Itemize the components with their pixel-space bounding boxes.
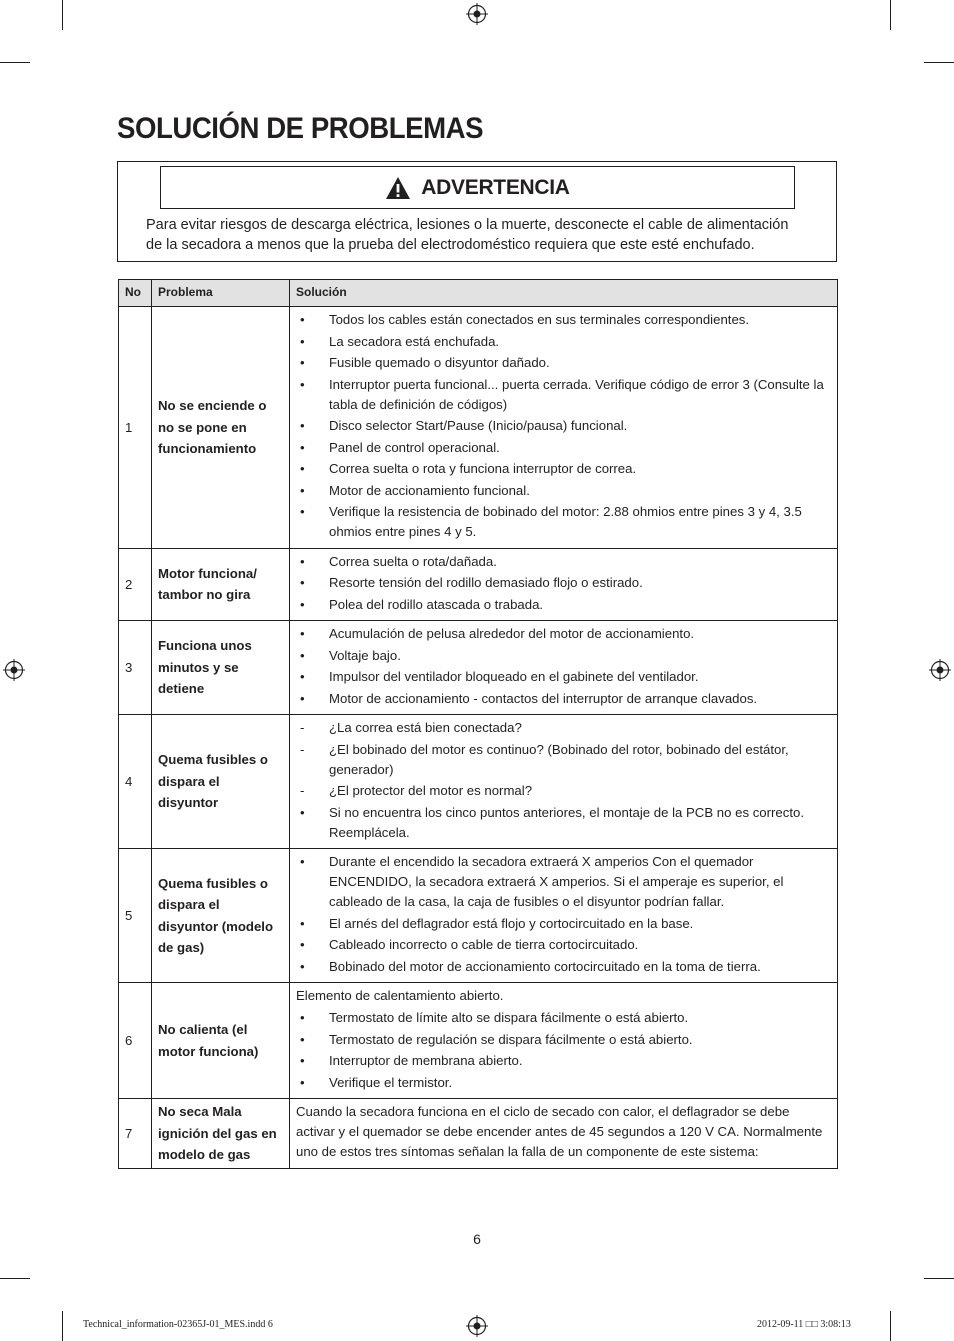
list-item (296, 1073, 831, 1095)
list-item-text: Cableado incorrecto o cable de tierra cortocircuitado. (329, 937, 639, 952)
list-item (296, 310, 831, 332)
list-item (296, 595, 831, 617)
list-item (296, 438, 831, 460)
warning-text-line: Para evitar riesgos de descarga eléctrica, lesiones o la muerte, desconecte el cable de alimentación (146, 217, 789, 233)
list-item-text: ¿La correa está bien conectada? (329, 720, 522, 735)
list-item-text: Interruptor puerta funcional... puerta cerrada. Verifique código de error 3 (Consulte la tabla de definición de códigos) (329, 376, 824, 412)
list-item (296, 1008, 831, 1030)
footer-file-info: Technical_information-02365J-01_MES.indd 6 (83, 1319, 273, 1330)
bullet-marker: - (300, 720, 305, 735)
table-header-row (119, 280, 838, 307)
problem-cell: No seca Mala ignición del gas en modelo de gas (152, 1099, 290, 1169)
list-item (296, 459, 831, 481)
bullet-marker: • (300, 333, 305, 349)
registration-mark-icon (466, 3, 488, 25)
list-item (296, 957, 831, 979)
table-row (119, 621, 838, 715)
registration-mark-icon (3, 659, 25, 681)
list-item (296, 502, 831, 544)
bullet-marker: • (300, 669, 305, 684)
bullet-marker: • (300, 482, 305, 498)
list-item-text: Durante el encendido la secadora extraerá X amperios Con el quemador ENCENDIDO, la secadora extraerá X amperios. Si el amperaje es superior, el cableado de la casa, la caja de fusibles o el disyuntor podrían fallar. (329, 854, 784, 909)
bullet-marker: • (300, 376, 305, 392)
bullet-marker: • (300, 553, 305, 569)
bullet-marker: • (300, 1031, 305, 1047)
list-item (296, 481, 831, 503)
list-item-text: Motor de accionamiento - contactos del interruptor de arranque clavados. (329, 690, 758, 706)
problem-cell: No calienta (el motor funciona) (152, 983, 290, 1099)
bullet-marker: • (300, 1010, 305, 1025)
bullet-marker: • (300, 1074, 305, 1090)
solution-list (296, 310, 831, 544)
list-item-text: Voltaje bajo. (329, 647, 401, 663)
bullet-marker: • (300, 504, 305, 519)
table-row (119, 715, 838, 849)
solution-list (296, 624, 831, 710)
list-item (296, 740, 831, 782)
column-header-solution: Solución (290, 280, 838, 307)
crop-mark (890, 0, 891, 30)
bullet-marker: - (300, 783, 305, 798)
crop-mark (62, 1311, 63, 1341)
list-item-text: El arnés del deflagrador está flojo y cortocircuitado en la base. (329, 915, 694, 931)
table-row (119, 1099, 838, 1169)
list-item-text: Todos los cables están conectados en sus terminales correspondientes. (329, 312, 750, 327)
warning-text-line: de la secadora a menos que la prueba del electrodoméstico requiera que este esté enchufado. (146, 237, 755, 253)
list-item (296, 353, 831, 375)
page-number: 6 (473, 1231, 481, 1247)
table-row (119, 849, 838, 983)
bullet-marker: • (300, 915, 305, 931)
bullet-marker: • (300, 854, 305, 869)
solution-list (296, 1008, 831, 1094)
solution-intro: Elemento de calentamiento abierto. (296, 988, 504, 1003)
solution-list (296, 718, 831, 844)
crop-mark (924, 62, 954, 63)
table-row (119, 548, 838, 621)
solution-intro: Cuando la secadora funciona en el ciclo de secado con calor, el deflagrador se debe activar y el quemador se debe encender antes de 45 segundos a 120 V CA. Normalmente uno de estos tres síntomas señalan la falla de un componente de este sistema: (296, 1104, 823, 1159)
list-item (296, 667, 831, 689)
problem-cell: Quema fusibles o dispara el disyuntor (152, 715, 290, 849)
solution-list (296, 852, 831, 978)
row-number: 2 (119, 548, 152, 621)
bullet-marker: • (300, 937, 305, 952)
row-number: 6 (119, 983, 152, 1099)
list-item-text: Si no encuentra los cinco puntos anteriores, el montaje de la PCB no es correcto. Reemplácela. (329, 804, 805, 840)
crop-mark (0, 62, 30, 63)
list-item (296, 935, 831, 957)
list-item (296, 624, 831, 646)
list-item (296, 646, 831, 668)
list-item (296, 416, 831, 438)
solution-cell (290, 621, 838, 715)
list-item-text: Panel de control operacional. (329, 439, 500, 455)
registration-mark-icon (466, 1315, 488, 1337)
list-item-text: Correa suelta o rota y funciona interruptor de correa. (329, 461, 637, 476)
solution-cell (290, 1099, 838, 1169)
bullet-marker: • (300, 596, 305, 612)
solution-cell (290, 849, 838, 983)
list-item-text: ¿El protector del motor es normal? (329, 783, 533, 798)
row-number: 3 (119, 621, 152, 715)
list-item (296, 552, 831, 574)
table-row (119, 983, 838, 1099)
problem-cell: Quema fusibles o dispara el disyuntor (modelo de gas) (152, 849, 290, 983)
list-item-text: Polea del rodillo atascada o trabada. (329, 596, 544, 612)
bullet-marker: • (300, 355, 305, 370)
list-item (296, 914, 831, 936)
row-number: 4 (119, 715, 152, 849)
warning-header (160, 166, 795, 209)
solution-cell (290, 307, 838, 549)
list-item (296, 718, 831, 740)
list-item (296, 573, 831, 595)
list-item-text: Resorte tensión del rodillo demasiado flojo o estirado. (329, 575, 643, 590)
crop-mark (0, 1278, 30, 1279)
list-item (296, 781, 831, 803)
list-item (296, 852, 831, 914)
crop-mark (924, 1278, 954, 1279)
list-item (296, 803, 831, 845)
bullet-marker: • (300, 418, 305, 433)
list-item-text: La secadora está enchufada. (329, 333, 500, 349)
footer-timestamp: 2012-09-11 □□ 3:08:13 (757, 1319, 851, 1330)
bullet-marker: • (300, 461, 305, 476)
problem-cell: Funciona unos minutos y se detiene (152, 621, 290, 715)
warning-box (117, 161, 837, 262)
list-item-text: Acumulación de pelusa alrededor del motor de accionamiento. (329, 626, 695, 641)
list-item-text: Correa suelta o rota/dañada. (329, 553, 497, 569)
list-item-text: Impulsor del ventilador bloqueado en el gabinete del ventilador. (329, 669, 699, 684)
bullet-marker: - (300, 741, 305, 757)
bullet-marker: • (300, 1053, 305, 1068)
list-item-text: Interruptor de membrana abierto. (329, 1053, 523, 1068)
list-item-text: ¿El bobinado del motor es continuo? (Bobinado del rotor, bobinado del estátor, generador) (329, 741, 789, 777)
column-header-no: No (119, 280, 152, 307)
list-item (296, 1030, 831, 1052)
list-item (296, 332, 831, 354)
bullet-marker: • (300, 647, 305, 663)
warning-text (146, 215, 816, 255)
list-item-text: Verifique el termistor. (329, 1074, 453, 1090)
solution-cell (290, 715, 838, 849)
row-number: 7 (119, 1099, 152, 1169)
list-item-text: Bobinado del motor de accionamiento cortocircuitado en la toma de tierra. (329, 958, 761, 974)
crop-mark (890, 1311, 891, 1341)
list-item-text: Motor de accionamiento funcional. (329, 482, 530, 498)
troubleshooting-table (118, 279, 838, 1169)
bullet-marker: • (300, 804, 305, 820)
list-item-text: Termostato de límite alto se dispara fácilmente o está abierto. (329, 1010, 689, 1025)
list-item (296, 1051, 831, 1073)
page-title: SOLUCIÓN DE PROBLEMAS (117, 112, 484, 145)
list-item (296, 689, 831, 711)
table-row (119, 307, 838, 549)
solution-cell (290, 983, 838, 1099)
bullet-marker: • (300, 690, 305, 706)
list-item-text: Termostato de regulación se dispara fácilmente o está abierto. (329, 1031, 693, 1047)
bullet-marker: • (300, 626, 305, 641)
bullet-marker: • (300, 958, 305, 974)
warning-title: ADVERTENCIA (421, 175, 570, 199)
bullet-marker: • (300, 439, 305, 455)
crop-mark (62, 0, 63, 30)
list-item-text: Fusible quemado o disyuntor dañado. (329, 355, 550, 370)
list-item-text: Verifique la resistencia de bobinado del motor: 2.88 ohmios entre pines 3 y 4, 3.5 ohmios entre pines 4 y 5. (329, 504, 802, 539)
problem-cell: No se enciende o no se pone en funcionamiento (152, 307, 290, 549)
solution-cell (290, 548, 838, 621)
bullet-marker: • (300, 575, 305, 590)
bullet-marker: • (300, 312, 305, 327)
solution-list (296, 552, 831, 617)
row-number: 1 (119, 307, 152, 549)
list-item-text: Disco selector Start/Pause (Inicio/pausa) funcional. (329, 418, 628, 433)
warning-triangle-icon (385, 176, 411, 200)
problem-cell: Motor funciona/ tambor no gira (152, 548, 290, 621)
registration-mark-icon (929, 659, 951, 681)
column-header-problem: Problema (152, 280, 290, 307)
list-item (296, 375, 831, 417)
row-number: 5 (119, 849, 152, 983)
